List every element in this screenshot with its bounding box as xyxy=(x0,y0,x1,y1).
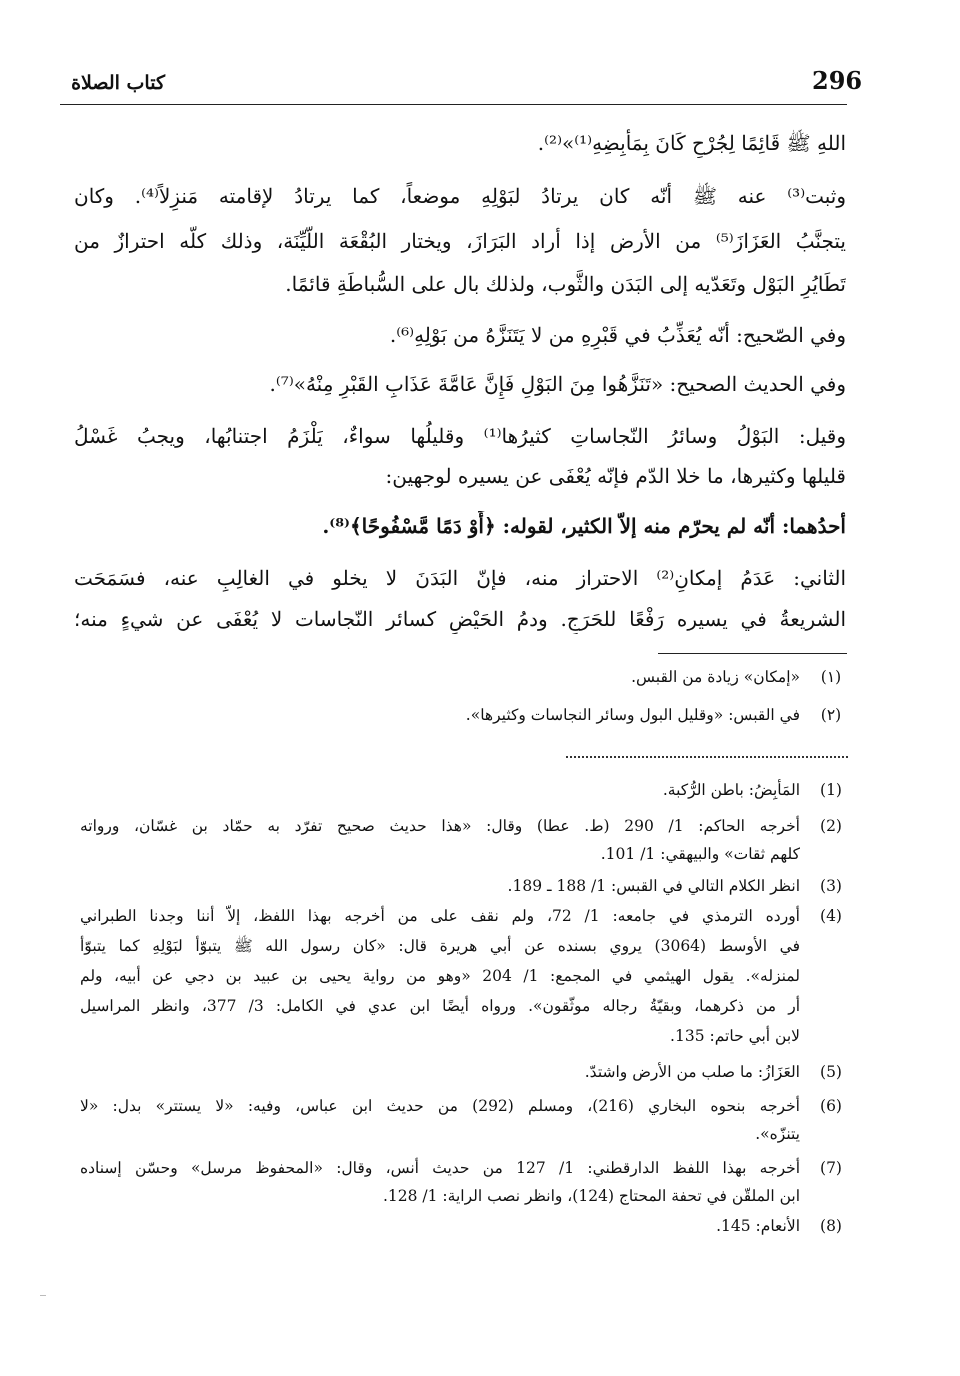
body-line-1: اللهِ ﷺ قَائِمًا لِجُرْحٍ كَانَ بِمَأْبِضِهِ⁽¹⁾»⁽²⁾. xyxy=(537,131,846,155)
body-line-11: الشريعةُ في يسيره رَفْعًا للحَرَجِ. ودمُ الحَيْضِ كسائر النّجاسات لا يُعْفَى عن شيءٍ منه؛ xyxy=(74,607,846,631)
editor-note-text: «إمكان» زيادة من القبس. xyxy=(631,668,800,686)
dotted-separator xyxy=(566,756,848,758)
body-line-3: يتجنَّبُ العَزَازَ⁽⁵⁾ من الأرض إذا أراد البَرَازَ، ويختار البُقْعَة اللَّيِّنَة، وذلك كلّه احترازٌ من xyxy=(74,229,846,253)
header-rule xyxy=(60,104,847,105)
footnote-separator xyxy=(658,653,847,654)
editor-note-1 xyxy=(80,665,846,689)
footnote-4-cont-4: لابن أبي حاتم: 135. xyxy=(670,1027,800,1045)
editor-note-number: (٢) xyxy=(820,706,842,724)
body-line-2: وثبت⁽³⁾ عنه ﷺ أنّه كان يرتادُ لبَوْلِهِ موضعاً، كما يرتادُ لإقامته مَنزِلاً⁽⁴⁾. وكان xyxy=(74,184,846,208)
editor-note-2 xyxy=(80,703,846,727)
editor-note-text: في القبس: «وقليل البول وسائر النجاسات وكثيرها». xyxy=(465,706,800,724)
footnote-number: (2) xyxy=(820,817,842,835)
footnote-number: (5) xyxy=(820,1063,842,1081)
footnote-text: أخرجه بهذا اللفظ الدارقطني: 1/ 127 من حديث أنس، وقال: «المحفوظ مرسل» وحسّن إسناده xyxy=(80,1159,801,1177)
footnote-number: (3) xyxy=(820,877,842,895)
body-line-5: وفي الصّحيح: أنّه يُعَذِّبُ في قَبْرِهِ من لا يَتَنَزَّهُ من بَوْلِهِ⁽⁶⁾. xyxy=(389,323,846,347)
running-title: كتاب الصلاة xyxy=(71,72,165,94)
footnote-5 xyxy=(80,1060,846,1084)
footnote-7-cont: ابن الملقّن في تحفة المحتاج (124)، وانظر نصب الراية: 1/ 128. xyxy=(382,1187,800,1205)
footnote-text: أخرجه الحاكم: 1/ 290 (ط. عطا) وقال: «هذا حديث صحيح تفرّد به حمّاد بن غسّان، ورواته xyxy=(80,817,800,835)
page-number: 296 xyxy=(812,66,863,95)
footnote-text: أورده الترمذي في جامعه: 1/ 72، ولم نقف على من أخرجه بهذا اللفظ، إلاّ أننا وجدنا الطبراني xyxy=(80,907,800,925)
footnote-8 xyxy=(80,1214,846,1238)
footnote-number: (6) xyxy=(820,1097,842,1115)
footnote-2 xyxy=(80,814,846,838)
footnote-6-cont: يتنزّه». xyxy=(755,1125,800,1143)
footnote-4 xyxy=(80,904,846,928)
footnote-number: (7) xyxy=(820,1159,842,1177)
footnote-2-cont: كلهم ثقات» والبيهقي: 1/ 101. xyxy=(600,845,800,863)
footnote-number: (1) xyxy=(820,781,842,799)
footnote-text: الأنعام: 145. xyxy=(716,1217,800,1235)
body-line-4: تَطَايُرِ البَوْل وتَعَدّيه إلى البَدَن والثَّوب، ولذلك بال على السُّباطَةِ قائمًا. xyxy=(285,272,846,296)
body-line-9: أحدُهما: أنّه لم يحرّم منه إلاّ الكثير، لقوله: ﴿أَوْ دَمًا مَّسْفُوحًا﴾⁽⁸⁾. xyxy=(322,514,846,538)
footnote-4-cont-2: لمنزله». يقول الهيثمي في المجمع: 1/ 204 «وهو من رواية يحيى بن عبيد بن دجي عن أبيه، ولم xyxy=(80,967,800,985)
footnote-4-cont-1: في الأوسط (3064) يروي بسنده عن أبي هريرة قال: «كان رسول الله ﷺ يتبوّأ لبَوْلِهِ كما يتبوّأ xyxy=(80,937,800,955)
body-line-7: وقيل: البَوْلُ وسائرُ النّجاساتِ كثيرُها⁽¹⁾ وقليلُها سواءٌ، يَلْزَمُ اجتنابُها، ويجبُ غَسْلُ xyxy=(74,424,846,448)
footnote-4-cont-3: أر من ذكرهما، وبقيّةُ رجاله موثّقون». ورواه أيضًا ابن عدي في الكامل: 3/ 377، وانظر المراسيل xyxy=(80,997,800,1015)
body-line-6: وفي الحديث الصحيح: «تَنَزَّهُوا مِنَ البَوْلِ فَإِنَّ عَامَّةَ عَذَابِ القَبْرِ مِنْهُ»⁽⁷⁾. xyxy=(269,372,846,396)
footnote-7 xyxy=(80,1156,846,1180)
footnote-1 xyxy=(80,778,846,802)
footnote-text: المَأْبِضُ: باطن الرُّكبة. xyxy=(662,781,800,799)
body-line-8: قليلها وكثيرها، ما خلا الدّم فإنّه يُعْفَى عن يسيره لوجهين: xyxy=(385,464,846,488)
editor-note-number: (١) xyxy=(820,668,842,686)
scan-mark xyxy=(40,1295,46,1296)
footnote-text: أخرجه بنحوه البخاري (216)، ومسلم (292) من حديث ابن عباس، وفيه: «لا يستتر» بدل: «لا xyxy=(80,1097,800,1115)
footnote-number: (8) xyxy=(820,1217,842,1235)
footnote-number: (4) xyxy=(820,907,842,925)
footnote-text: العَزَازُ: ما صلب من الأرض واشتدّ. xyxy=(584,1063,800,1081)
body-line-10: الثاني: عَدَمُ إمكانِ⁽²⁾ الاحتراز منه، فإنّ البَدَنَ لا يخلو في الغالِبِ عنه، فسَمَحَت xyxy=(74,566,846,590)
footnote-3 xyxy=(80,874,846,898)
footnote-6 xyxy=(80,1094,846,1118)
footnote-text: انظر الكلام التالي في القبس: 1/ 188 ـ 189. xyxy=(507,877,800,895)
